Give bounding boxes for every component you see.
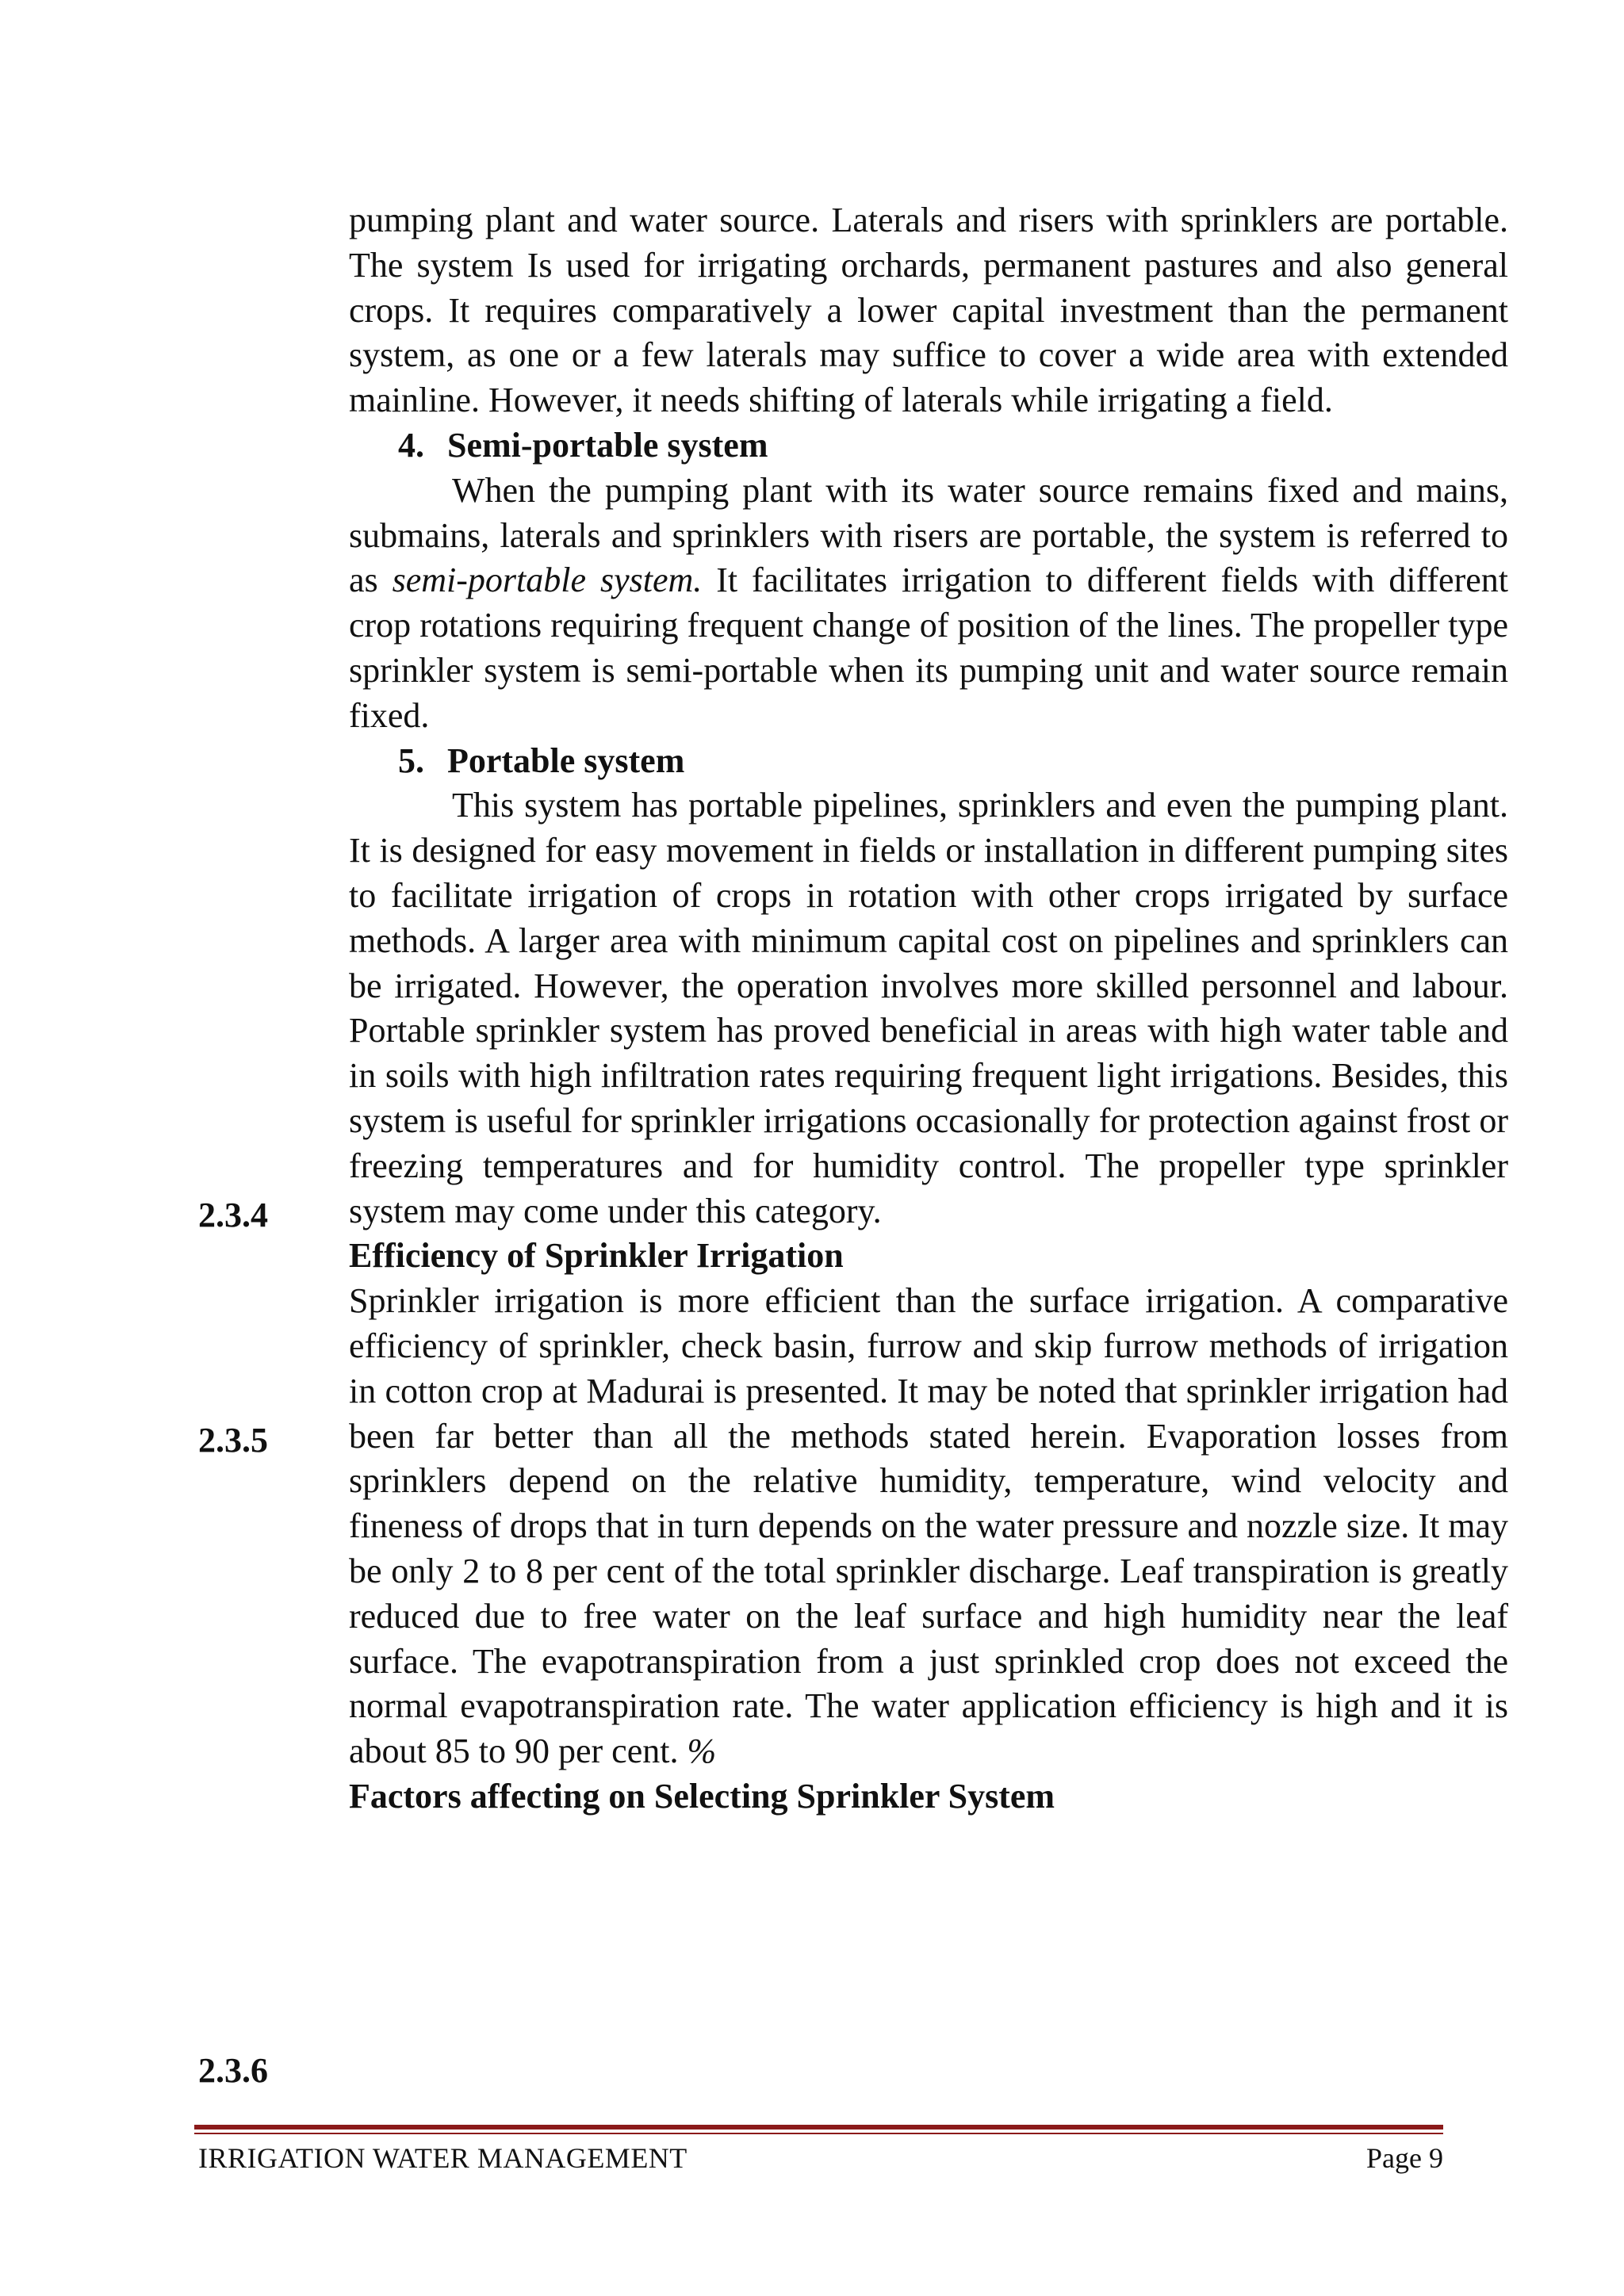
section-2-3-5-paragraph: [349, 1279, 1508, 1774]
item-5-number: 5.: [398, 740, 424, 780]
item-5-paragraph: This system has portable pipelines, sprinklers and even the pumping plant. It is designed for easy movement in fields or installation in different pumping sites to facilitate irrigation of crops in rotation with other crops irrigated by surface methods. A larger area with minimum capital cost on pipelines and sprinklers can be irrigated. However, the operation involves more skilled personnel and labour. Portable sprinkler system has proved beneficial in areas with high water table and in soils with high infiltration rates requiring frequent light irrigations. Besides, this system is useful for sprinkler irrigations occasionally for protection against frost or freezing temperatures and for humidity control. The propeller type sprinkler system may come under this category.: [349, 786, 1508, 1230]
footer-title: IRRIGATION WATER MANAGEMENT: [198, 2142, 688, 2174]
section-2-3-5-title: Efficiency of Sprinkler Irrigation: [349, 1236, 844, 1276]
section-2-3-6-title: Factors affecting on Selecting Sprinkler System: [349, 1776, 1055, 1816]
section-number-2-3-6: 2.3.6: [198, 2051, 268, 2090]
main-content: [349, 198, 1508, 1820]
footer-rule-thick: [194, 2125, 1443, 2130]
item-4-title: Semi-portable system: [447, 425, 768, 465]
section-number-2-3-5: 2.3.5: [198, 1421, 268, 1460]
section-number-2-3-4: 2.3.4: [198, 1196, 268, 1234]
intro-paragraph: pumping plant and water source. Laterals and risers with sprinklers are portable. The system Is used for irrigating orchards, permanent pastures and also general crops. It requires comparatively a lower capital investment than the permanent system, as one or a few laterals may suffice to cover a wide area with extended mainline. However, it needs shifting of laterals while irrigating a field.: [349, 201, 1508, 420]
section-2-3-5-text: Sprinkler irrigation is more efficient than the surface irrigation. A comparative efficiency of sprinkler, check basin, furrow and skip furrow methods of irrigation in cotton crop at Madurai is presented. It may be noted that sprinkler irrigation had been far better than all the methods stated herein. Evaporation losses from sprinklers depend on the relative humidity, temperature, wind velocity and fineness of drops that in turn depends on the water pressure and nozzle size. It may be only 2 to 8 per cent of the total sprinkler discharge. Leaf transpiration is greatly reduced due to free water on the leaf surface and high humidity near the leaf surface. The evapotranspiration from a just sprinkled crop does not exceed the normal evapotranspiration rate. The water application efficiency is high and it is about 85 to 90 per cent.: [349, 1281, 1508, 1771]
item-4-text-after: It facilitates irrigation to different fields with different crop rotations requiring frequent change of position of the lines. The propeller type sprinkler system is semi-portable when its pumping unit and water source remain fixed.: [349, 561, 1508, 735]
item-5-title: Portable system: [447, 740, 685, 780]
footer-rule-thin: [194, 2133, 1443, 2134]
item-4-number: 4.: [398, 425, 424, 465]
section-2-3-5-suffix: %: [687, 1732, 717, 1771]
item-4-text-italic: semi-portable system.: [392, 561, 703, 600]
item-4-heading: [349, 423, 1508, 469]
item-4-text-before: When the pumping plant with its water source remains fixed and mains, submains, laterals and sprinklers with risers are portable, the system is referred to as: [349, 470, 1508, 600]
item-4-paragraph: [349, 469, 1508, 739]
page-number: Page 9: [1366, 2142, 1443, 2174]
item-5-heading: [349, 739, 1508, 784]
